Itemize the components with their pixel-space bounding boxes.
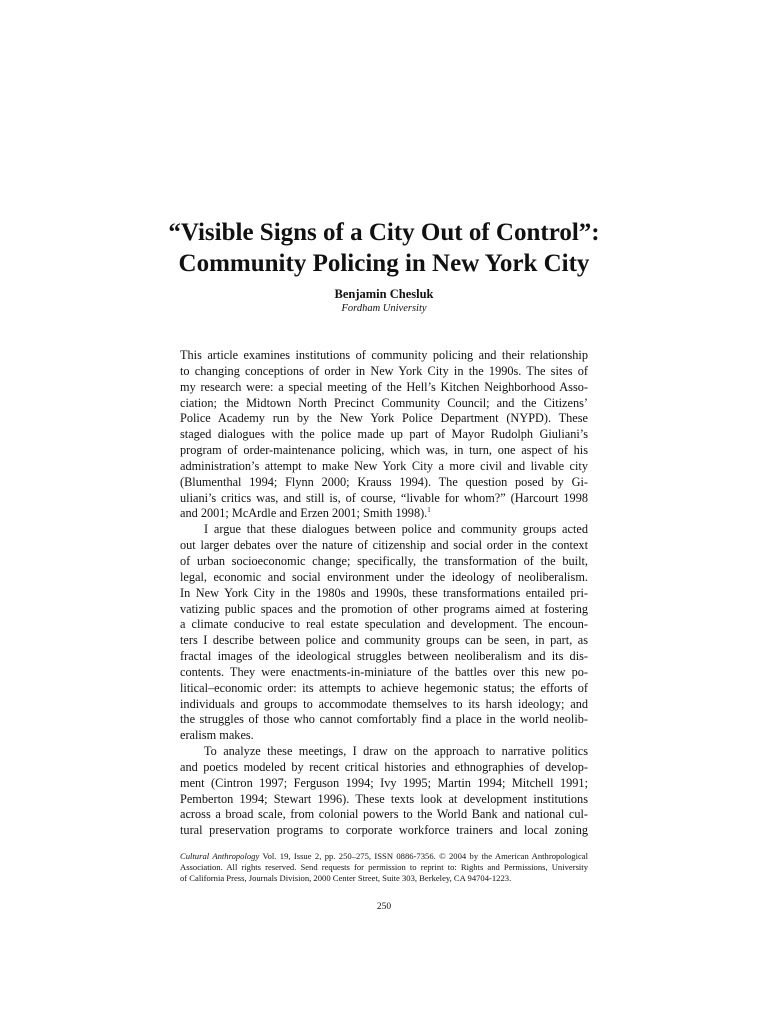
text-line: To analyze these meetings, I draw on the approach to narrative politics xyxy=(204,744,588,759)
text-line: litical–economic order: its attempts to achieve hegemonic status; the efforts of xyxy=(180,680,588,695)
publication-footnote xyxy=(180,851,588,885)
text-line: In New York City in the 1980s and 1990s, these transformations entailed pri- xyxy=(180,585,588,600)
footnote-line: of California Press, Journals Division, 2000 Center Street, Suite 303, Berkeley, CA 94704-1223. xyxy=(180,873,512,884)
footnote-line: Association. All rights reserved. Send requests for permission to reprint to: Rights and Permissions, University xyxy=(180,862,588,873)
text-line: This article examines institutions of community policing and their relationship xyxy=(180,348,588,362)
text-line: ment (Cintron 1997; Ferguson 1994; Ivy 1995; Martin 1994; Mitchell 1991; xyxy=(180,775,588,790)
text-line: legal, economic and social environment under the ideology of neoliberalism. xyxy=(180,569,588,584)
text-line: Pemberton 1994; Stewart 1996). These texts look at development institutions xyxy=(180,791,588,806)
author-byline xyxy=(0,287,768,315)
text-line: eralism makes. xyxy=(180,728,254,743)
text-line: to changing conceptions of order in New York City in the 1990s. The sites of xyxy=(180,363,588,378)
text-line: vatizing public spaces and the promotion of other programs aimed at fostering xyxy=(180,601,588,616)
paragraph-1 xyxy=(180,348,588,522)
paragraph-3 xyxy=(180,744,588,839)
text-line: contents. They were enactments-in-miniature of the battles over this new po- xyxy=(180,664,588,679)
text-line: fractal images of the ideological struggles between neoliberalism and its dis- xyxy=(180,649,588,664)
footnote-reference[interactable]: 1 xyxy=(427,506,431,515)
text-line-content: and 2001; McArdle and Erzen 2001; Smith 1998). xyxy=(180,506,428,521)
footnote-line xyxy=(180,851,588,862)
text-line: staged dialogues with the police made up part of Mayor Rudolph Giuliani’s xyxy=(180,427,588,442)
text-line: Police Academy run by the New York Police Department (NYPD). These xyxy=(180,411,588,426)
paragraph-2 xyxy=(180,522,588,744)
text-line: (Blumenthal 1994; Flynn 2000; Krauss 1994). The question posed by Gi- xyxy=(180,474,588,489)
author-affiliation: Fordham University xyxy=(341,303,427,314)
text-line: tural preservation programs to corporate workforce trainers and local zoning xyxy=(180,823,588,838)
text-line: administration’s attempt to make New York City a more civil and livable city xyxy=(180,458,588,473)
text-line: uliani’s critics was, and still is, of course, “livable for whom?” (Harcourt 1998 xyxy=(180,490,588,505)
journal-name: Cultural Anthropology xyxy=(180,851,260,861)
article-title xyxy=(0,217,768,279)
text-line: of urban socioeconomic change; specifically, the transformation of the built, xyxy=(180,553,588,568)
text-line: I argue that these dialogues between police and community groups acted xyxy=(204,522,588,537)
text-line: my research were: a special meeting of the Hell’s Kitchen Neighborhood Asso- xyxy=(180,379,588,394)
text-line: and poetics modeled by recent critical histories and ethnographies of develop- xyxy=(180,759,588,774)
text-line: ters I describe between police and community groups can be seen, in part, as xyxy=(180,633,588,648)
page-number: 250 xyxy=(376,902,392,912)
text-line: the struggles of those who cannot comfortably find a place in the world neolib- xyxy=(180,712,588,727)
article-title-line-2: Community Policing in New York City xyxy=(178,250,590,277)
text-line: a climate conducive to real estate speculation and development. The encoun- xyxy=(180,617,588,632)
footnote-line-content: Vol. 19, Issue 2, pp. 250–275, ISSN 0886-7356. © 2004 by the American Anthropological xyxy=(259,851,588,861)
text-line xyxy=(180,506,588,522)
text-line: across a broad scale, from colonial powers to the World Bank and national cul- xyxy=(180,807,588,822)
text-line: ciation; the Midtown North Precinct Community Council; and the Citizens’ xyxy=(180,395,588,410)
text-line: program of order-maintenance policing, which was, in turn, one aspect of his xyxy=(180,443,588,458)
article-title-line-1: “Visible Signs of a City Out of Control”: xyxy=(168,219,600,246)
text-line: out larger debates over the nature of citizenship and social order in the context xyxy=(180,538,588,553)
text-line: individuals and groups to accommodate themselves to its harsh ideology; and xyxy=(180,696,588,711)
article-body xyxy=(180,348,588,839)
author-name: Benjamin Chesluk xyxy=(334,287,434,301)
